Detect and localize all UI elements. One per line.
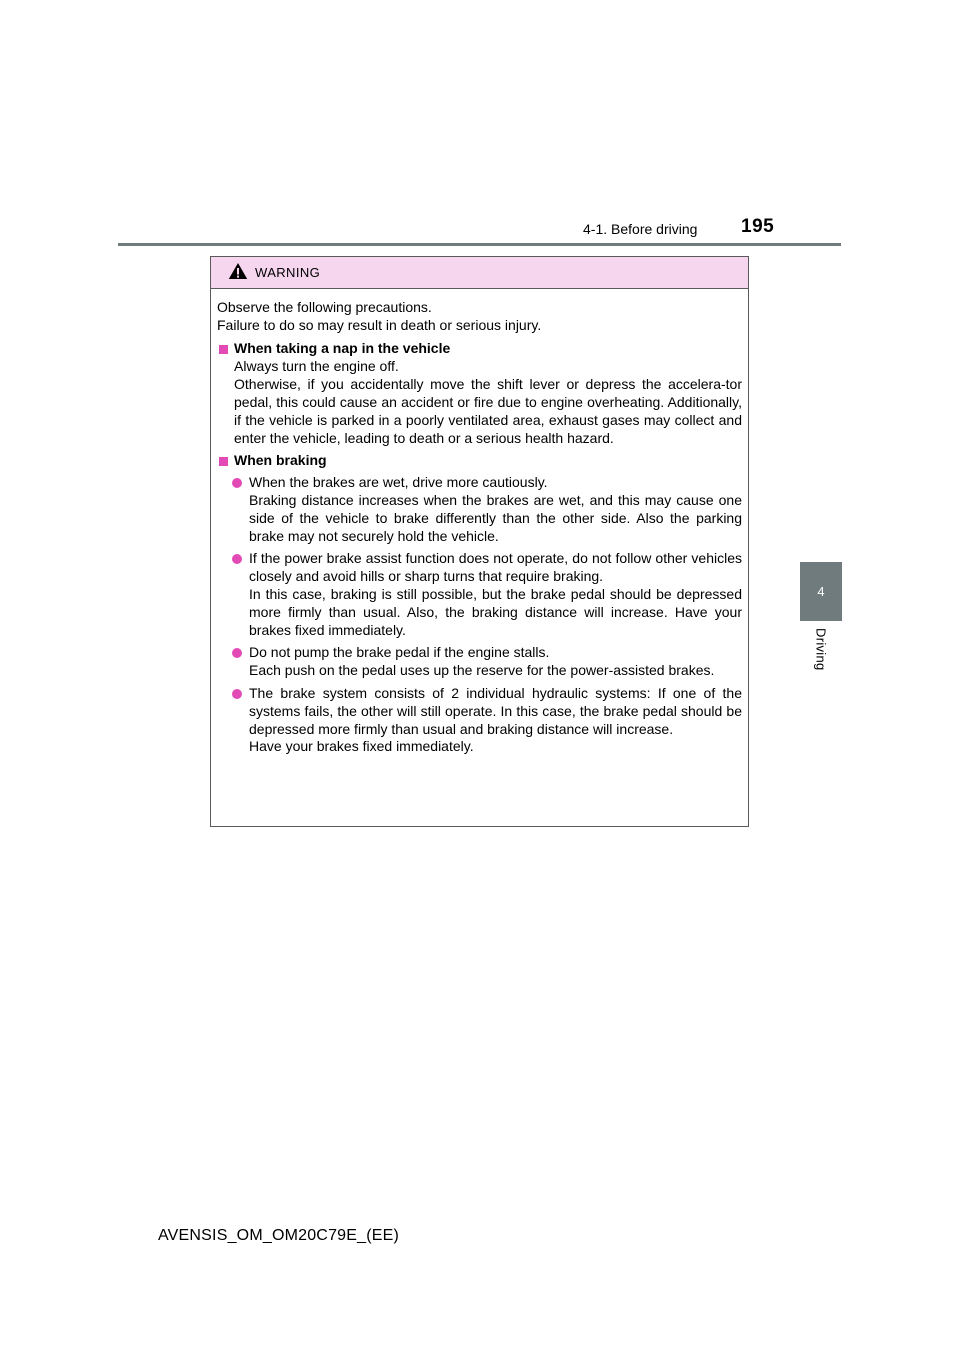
chapter-name: Driving <box>813 628 829 671</box>
chapter-number: 4 <box>817 584 825 599</box>
bullet-text: If the power brake assist function does not operate, do not follow other vehicles closely and avoid hills or sharp turns that require braking. <box>249 550 742 585</box>
bullet-item <box>217 550 742 639</box>
round-bullet-icon <box>232 689 242 699</box>
section-braking <box>217 452 742 756</box>
header-divider <box>118 243 841 246</box>
bullet-text: In this case, braking is still possible, but the brake pedal should be depressed more firmly than usual. Also, the braking distance will increase. Have your brakes fixed immediately. <box>249 585 742 638</box>
section-nap <box>217 340 742 448</box>
section-title-text: When braking <box>234 452 327 469</box>
warning-header <box>211 257 748 289</box>
chapter-tab[interactable] <box>800 562 842 621</box>
bullet-item <box>217 685 742 756</box>
square-bullet-icon <box>219 457 228 466</box>
bullet-text: Do not pump the brake pedal if the engine stalls. <box>249 644 550 661</box>
header-section-title: 4-1. Before driving <box>583 221 698 237</box>
intro-line: Observe the following precautions. <box>217 299 432 315</box>
section-title-text: When taking a nap in the vehicle <box>234 339 451 356</box>
section-text <box>217 358 742 447</box>
warning-body <box>211 289 748 756</box>
bullet-item <box>217 474 742 545</box>
warning-intro <box>217 299 742 335</box>
bullet-item <box>217 644 742 680</box>
chapter-label <box>808 628 834 678</box>
bullet-text: Each push on the pedal uses up the reserve for the power-assisted brakes. <box>249 662 715 679</box>
paragraph: Otherwise, if you accidentally move the shift lever or depress the accelera-tor pedal, this could cause an accident or fire due to engine overheating. Additionally, if the vehicle is parked in a poorly ventilated area, exhaust gases may collect and enter the vehicle, leading to death or a serious health hazard. <box>234 376 742 446</box>
square-bullet-icon <box>219 345 228 354</box>
round-bullet-icon <box>232 554 242 564</box>
round-bullet-icon <box>232 478 242 488</box>
section-title <box>217 340 742 358</box>
warning-box <box>210 256 749 827</box>
warning-triangle-icon <box>228 262 248 280</box>
paragraph: Always turn the engine off. <box>234 358 399 375</box>
bullet-text: Have your brakes fixed immediately. <box>249 738 474 755</box>
intro-line: Failure to do so may result in death or serious injury. <box>217 316 542 333</box>
bullet-text: The brake system consists of 2 individual hydraulic systems: If one of the systems fails, the other will still operate. In this case, the brake pedal should be depressed more firmly than usual and braking distance will increase. <box>249 684 742 737</box>
bullet-text: Braking distance increases when the brakes are wet, and this may cause one side of the vehicle to brake differently than the other side. Also the parking brake may not securely hold the vehicle. <box>249 491 742 544</box>
document-code: AVENSIS_OM_OM20C79E_(EE) <box>158 1227 400 1244</box>
round-bullet-icon <box>232 648 242 658</box>
section-title <box>217 452 742 470</box>
bullet-text: When the brakes are wet, drive more cautiously. <box>249 474 548 491</box>
warning-title: WARNING <box>255 265 321 280</box>
page-number: 195 <box>741 216 775 237</box>
